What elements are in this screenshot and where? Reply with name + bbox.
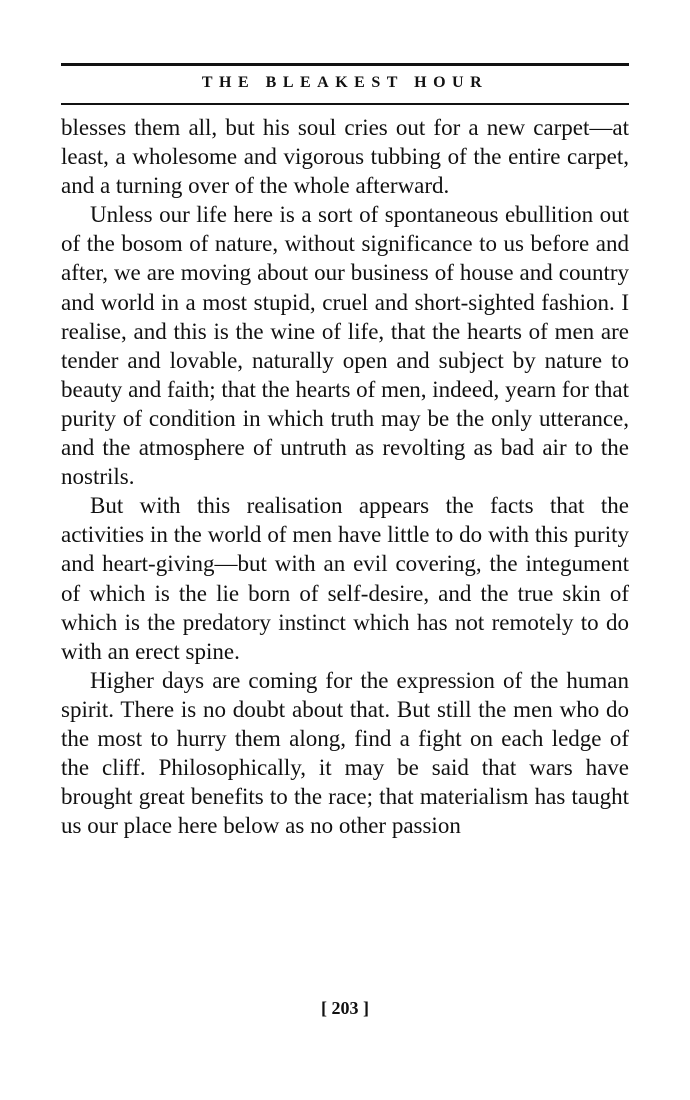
running-head: THE BLEAKEST HOUR: [201, 74, 489, 91]
header-rule-bottom: [61, 103, 629, 105]
paragraph: But with this realisation appears the facts that the activities in the world of men have little to do with this purity and heart-giving—but with an evil covering, the integument of which is the lie born of self-desire, and the true skin of which is the predatory instinct which has not remotely to do with an erect spine.: [61, 493, 629, 664]
body-text: [61, 113, 629, 840]
paragraph: Unless our life here is a sort of spontaneous ebullition out of the bosom of nature, without significance to us before and after, we are moving about our business of house and country and world in a most stupid, cruel and short-sighted fashion. I realise, and this is the wine of life, that the hearts of men are tender and lovable, naturally open and subject by nature to beauty and faith; that the hearts of men, indeed, yearn for that purity of condition in which truth may be the only utterance, and the atmosphere of untruth as revolting as bad air to the nostrils.: [61, 202, 629, 490]
paragraph-continued: blesses them all, but his soul cries out for a new carpet—at least, a wholesome and vigorous tubbing of the entire carpet, and a turning over of the whole afterward.: [61, 115, 629, 199]
header-rule-top: [61, 63, 629, 66]
book-page: [61, 0, 629, 1100]
page-number: [ 203 ]: [321, 998, 369, 1018]
paragraph: Higher days are coming for the expression of the human spirit. There is no doubt about that. But still the men who do the most to hurry them along, find a fight on each ledge of the cliff. Philosophically, it may be said that wars have brought great benefits to the race; that materialism has taught us our place here below as no other passion: [61, 667, 629, 839]
